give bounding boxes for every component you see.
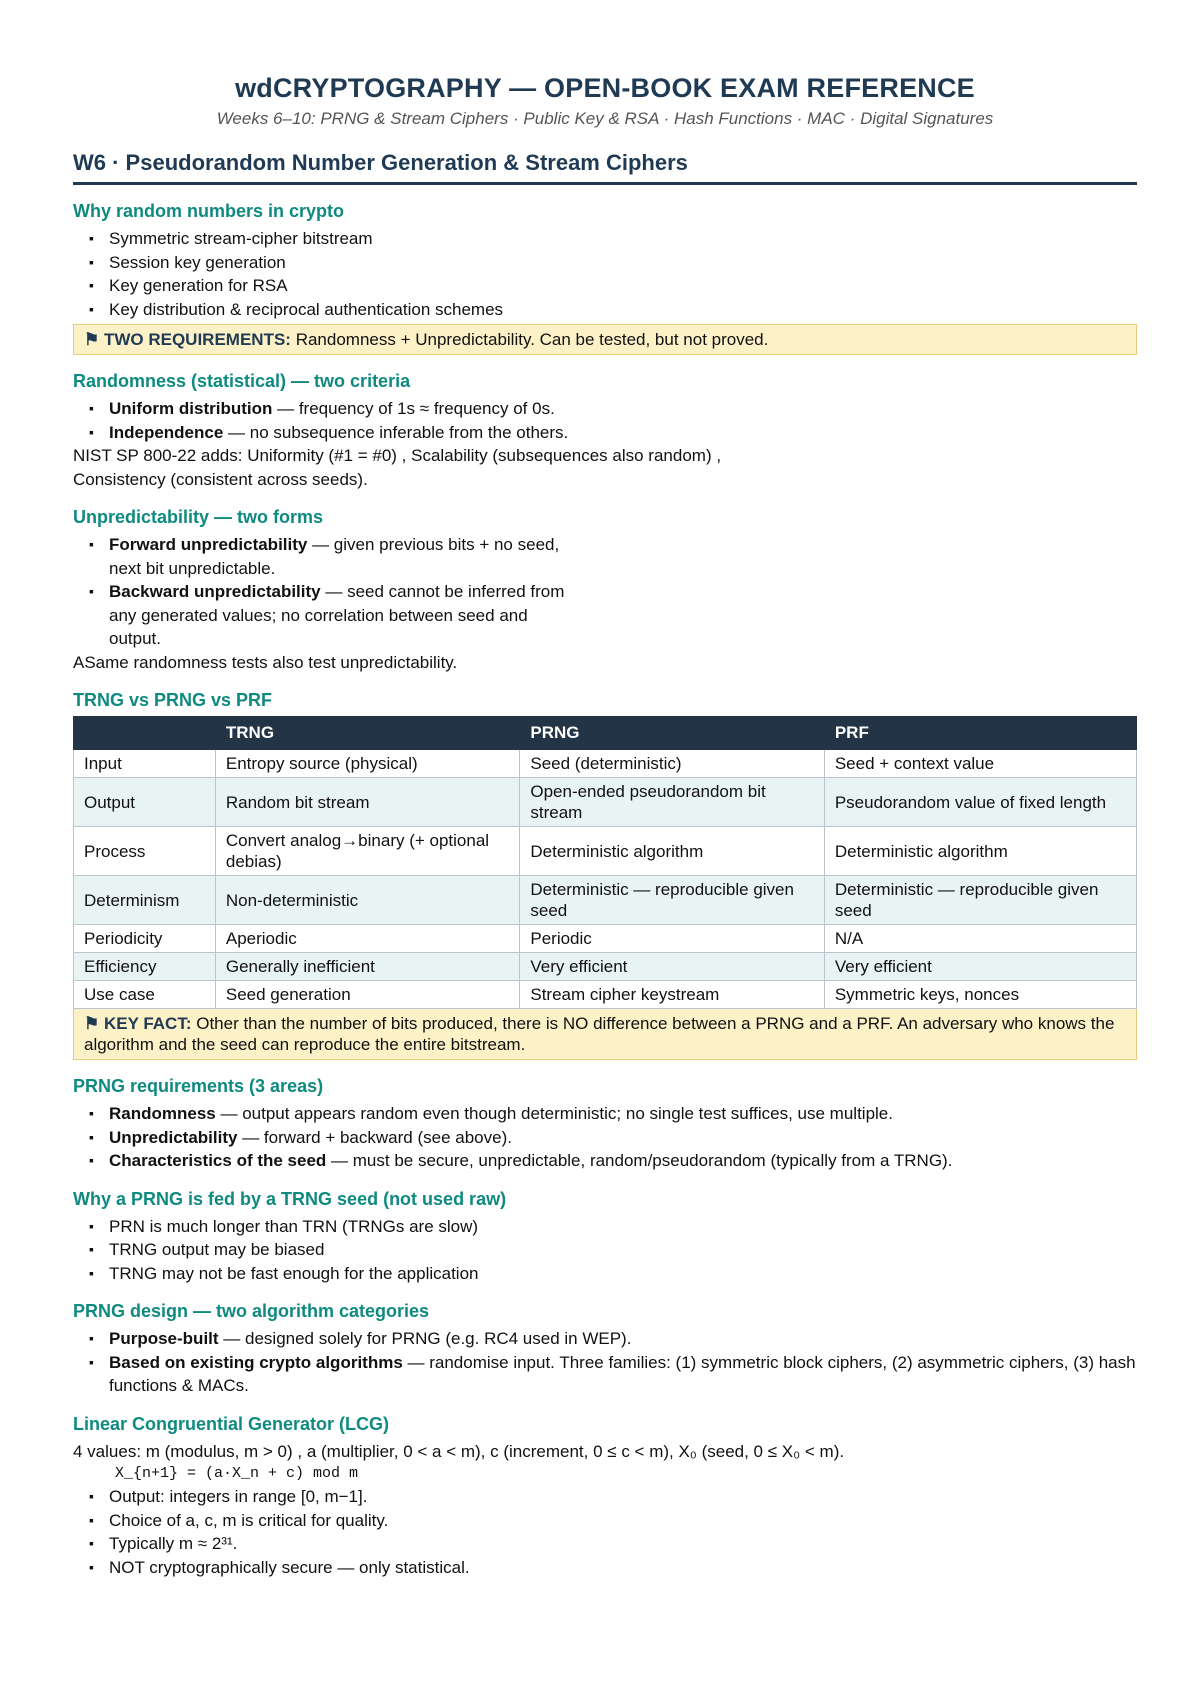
nist-note-line-1: NIST SP 800-22 adds: Uniformity (#1 = #0) , Scalability (subsequences also random) , xyxy=(73,446,722,465)
nist-note-line-2: Consistency (consistent across seeds). xyxy=(73,469,368,489)
table-cell: Very efficient xyxy=(520,953,824,981)
row-label: Input xyxy=(74,750,216,778)
table-row xyxy=(74,876,1137,925)
section-heading-why-random: Why random numbers in crypto xyxy=(73,201,345,221)
term: Based on existing crypto algorithms xyxy=(109,1352,403,1372)
key-fact-callout xyxy=(74,1009,1137,1060)
section-heading-prng-requirements: PRNG requirements (3 areas) xyxy=(73,1076,324,1096)
table-cell: Periodic xyxy=(520,925,824,953)
list-item: ▪ Typically m ≈ 2³¹. xyxy=(83,1532,1137,1556)
table-cell: N/A xyxy=(824,925,1136,953)
key-fact-row xyxy=(74,1009,1137,1060)
two-requirements-callout xyxy=(73,324,1137,355)
table-row xyxy=(74,750,1137,778)
row-label: Periodicity xyxy=(74,925,216,953)
list-item: ▪ Key distribution & reciprocal authentication schemes xyxy=(83,298,1137,322)
list-item: ▪ Output: integers in range [0, m−1]. xyxy=(83,1485,1137,1509)
definition: — no subsequence inferable from the others. xyxy=(223,422,569,442)
list-item xyxy=(83,580,569,651)
term: Unpredictability xyxy=(109,1127,238,1147)
list-item: ▪ PRN is much longer than TRN (TRNGs are slow) xyxy=(83,1215,1137,1239)
table-cell: Pseudorandom value of fixed length xyxy=(824,778,1136,827)
list-item: ▪ TRNG output may be biased xyxy=(83,1238,1137,1262)
unpredictability-list xyxy=(73,533,1137,651)
list-item: ▪ Session key generation xyxy=(83,251,1137,275)
table-cell: Non-deterministic xyxy=(215,876,519,925)
why-random-list xyxy=(73,227,1137,321)
definition: — frequency of 1s ≈ frequency of 0s. xyxy=(272,399,555,418)
table-cell: Aperiodic xyxy=(215,925,519,953)
term: Forward unpredictability xyxy=(109,535,308,554)
table-header-row xyxy=(74,717,1137,750)
row-label: Determinism xyxy=(74,876,216,925)
table-cell: Seed + context value xyxy=(824,750,1136,778)
table-cell: Generally inefficient xyxy=(215,953,519,981)
section-heading-unpredictability: Unpredictability — two forms xyxy=(73,507,324,527)
term: Backward unpredictability xyxy=(109,582,321,601)
definition: — designed solely for PRNG (e.g. RC4 used in WEP). xyxy=(218,1329,632,1348)
list-item xyxy=(83,421,1137,445)
list-item xyxy=(83,1102,1137,1126)
list-item xyxy=(83,1149,1137,1173)
table-cell: Symmetric keys, nonces xyxy=(824,981,1136,1009)
term: Independence xyxy=(109,422,224,442)
prng-requirements-list xyxy=(73,1102,1137,1173)
definition: — forward + backward (see above). xyxy=(237,1127,512,1147)
table-cell: Random bit stream xyxy=(215,778,519,827)
why-seed-list xyxy=(73,1215,1137,1286)
list-item xyxy=(83,397,1137,421)
term: Uniform distribution xyxy=(109,399,273,418)
table-row xyxy=(74,827,1137,876)
table-row xyxy=(74,953,1137,981)
definition: — given previous bits + no seed, next bit unpredictable. xyxy=(109,535,560,578)
callout-text: Randomness + Unpredictability. Can be tested, but not proved. xyxy=(290,330,769,349)
section-heading-randomness: Randomness (statistical) — two criteria xyxy=(73,371,411,391)
document-title: wdCRYPTOGRAPHY — OPEN-BOOK EXAM REFERENCE xyxy=(235,73,975,103)
list-item: ▪ NOT cryptographically secure — only statistical. xyxy=(83,1556,1137,1580)
callout-tag: ⚑ TWO REQUIREMENTS: xyxy=(84,330,291,349)
section-heading-prng-design: PRNG design — two algorithm categories xyxy=(73,1301,430,1321)
comparison-table xyxy=(73,716,1137,1060)
callout-tag: ⚑ KEY FACT: xyxy=(84,1014,192,1033)
row-label: Efficiency xyxy=(74,953,216,981)
table-cell: Seed generation xyxy=(215,981,519,1009)
term: Randomness xyxy=(109,1104,216,1123)
table-cell: Deterministic algorithm xyxy=(824,827,1136,876)
lcg-intro: 4 values: m (modulus, m > 0) , a (multiplier, 0 < a < m), c (increment, 0 ≤ c < m), X₀ (seed, 0 ≤ X₀ < m). xyxy=(73,1441,845,1461)
table-cell: Convert analog→binary (+ optional debias) xyxy=(215,827,519,876)
list-item: ▪ Choice of a, c, m is critical for quality. xyxy=(83,1509,1137,1533)
table-cell: Deterministic — reproducible given seed xyxy=(824,876,1136,925)
table-cell: Stream cipher keystream xyxy=(520,981,824,1009)
table-cell: Very efficient xyxy=(824,953,1136,981)
row-label: Process xyxy=(74,827,216,876)
week-heading: W6 · Pseudorandom Number Generation & Stream Ciphers xyxy=(73,148,1137,185)
randomness-list xyxy=(73,397,1137,444)
table-cell: Seed (deterministic) xyxy=(520,750,824,778)
column-header: PRF xyxy=(824,717,1136,750)
row-label: Output xyxy=(74,778,216,827)
definition: — output appears random even though deterministic; no single test suffices, use multiple. xyxy=(215,1104,893,1123)
unpredictability-note: ASame randomness tests also test unpredictability. xyxy=(73,652,458,672)
table-cell: Open-ended pseudorandom bit stream xyxy=(520,778,824,827)
term: Purpose-built xyxy=(109,1329,219,1348)
definition: — must be secure, unpredictable, random/pseudorandom (typically from a TRNG). xyxy=(326,1151,953,1170)
callout-text: Other than the number of bits produced, there is NO difference between a PRNG and a PRF. An adversary who knows the algorithm and the seed can reproduce the entire bitstream. xyxy=(84,1014,1115,1054)
row-label: Use case xyxy=(74,981,216,1009)
table-row xyxy=(74,981,1137,1009)
definition: — seed cannot be inferred from any generated values; no correlation between seed and output. xyxy=(109,582,565,648)
column-header: TRNG xyxy=(215,717,519,750)
section-heading-comparison: TRNG vs PRNG vs PRF xyxy=(73,690,273,710)
table-cell: Deterministic — reproducible given seed xyxy=(520,876,824,925)
list-item xyxy=(83,1126,1137,1150)
column-header: PRNG xyxy=(520,717,824,750)
list-item: ▪ Symmetric stream-cipher bitstream xyxy=(83,227,1137,251)
section-heading-why-seed: Why a PRNG is fed by a TRNG seed (not used raw) xyxy=(73,1188,507,1209)
list-item xyxy=(83,533,569,580)
prng-design-list xyxy=(73,1327,1137,1398)
table-row xyxy=(74,778,1137,827)
list-item: ▪ TRNG may not be fast enough for the application xyxy=(83,1262,1137,1286)
lcg-list xyxy=(73,1485,1137,1579)
document-subtitle: Weeks 6–10: PRNG & Stream Ciphers · Public Key & RSA · Hash Functions · MAC · Digital Signatures xyxy=(216,109,994,128)
term: Characteristics of the seed xyxy=(109,1151,327,1170)
column-header xyxy=(74,717,216,750)
list-item xyxy=(83,1351,1137,1398)
table-row xyxy=(74,925,1137,953)
table-cell: Deterministic algorithm xyxy=(520,827,824,876)
lcg-formula: X_{n+1} = (a·X_n + c) mod m xyxy=(115,1465,359,1482)
table-cell: Entropy source (physical) xyxy=(215,750,519,778)
list-item xyxy=(83,1327,1137,1351)
list-item: ▪ Key generation for RSA xyxy=(83,274,1137,298)
section-heading-lcg: Linear Congruential Generator (LCG) xyxy=(73,1413,390,1434)
definition: — randomise input. Three families: (1) symmetric block ciphers, (2) asymmetric ciphers, (3) hash functions & MACs. xyxy=(109,1352,1136,1395)
